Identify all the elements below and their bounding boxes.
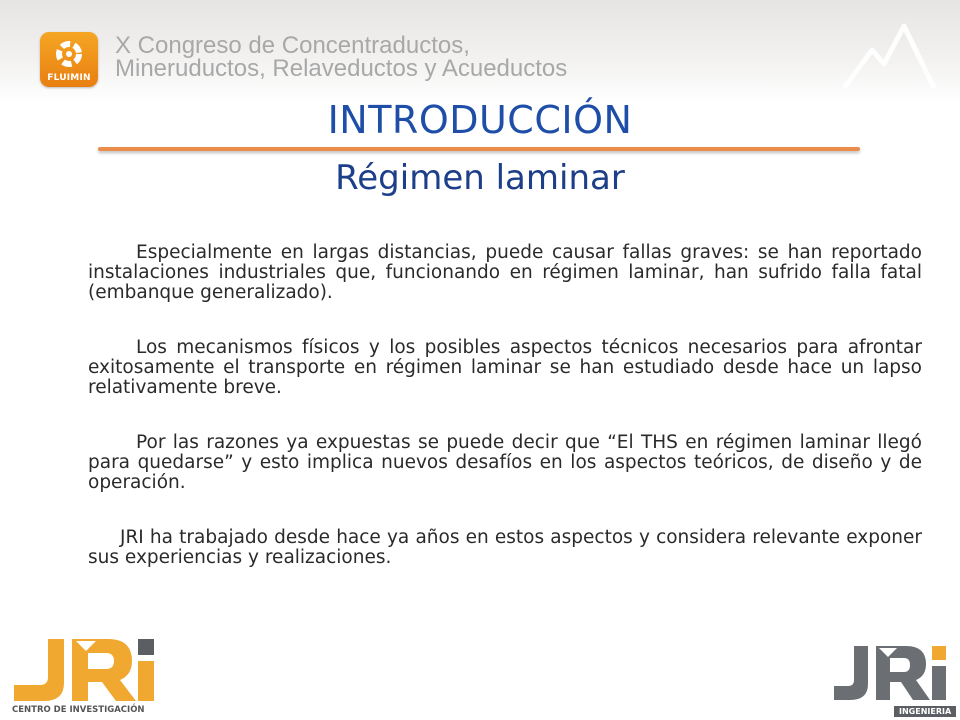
slide-subtitle: Régimen laminar — [335, 158, 625, 198]
congress-title — [115, 34, 567, 80]
right-logo-caption: INGENIERIA — [894, 706, 956, 717]
slide-title: INTRODUCCIÓN — [327, 98, 633, 142]
jri-logo-mark-right — [832, 642, 954, 706]
fluimin-logo-text: FLUIMIN — [47, 73, 91, 83]
fluimin-swirl-icon — [49, 36, 89, 72]
jri-engineering-logo — [832, 642, 954, 718]
jri-logo-mark-left — [10, 635, 210, 705]
body-paragraph: JRI ha trabajado desde hace ya años en estos aspectos y considera relevante exponer sus experiencias y realizaciones. — [88, 527, 922, 568]
body-paragraph: Los mecanismos físicos y los posibles aspectos técnicos necesarios para afrontar exitosamente el transporte en régimen laminar se han estudiado desde hace un lapso relativamente breve. — [88, 337, 922, 398]
left-logo-caption: CENTRO DE INVESTIGACIÓN — [12, 705, 145, 715]
mountain-decoration-icon — [838, 18, 938, 93]
fluimin-logo — [40, 32, 98, 87]
slide-body — [88, 243, 922, 603]
body-paragraph: Especialmente en largas distancias, puede causar fallas graves: se han reportado instalaciones industriales que, funcionando en régimen laminar, han sufrido falla fatal (embanque generalizado). — [88, 242, 922, 303]
congress-title-line2: Mineruductos, Relaveductos y Acueductos — [115, 55, 568, 82]
body-paragraph: Por las razones ya expuestas se puede decir que “El THS en régimen laminar llegó para quedarse” y esto implica nuevos desafíos en los aspectos teóricos, de diseño y de operación. — [88, 432, 922, 493]
jri-research-center-logo — [10, 635, 210, 717]
congress-title-line1: X Congreso de Concentraductos, — [115, 32, 470, 59]
title-underline — [98, 147, 860, 151]
